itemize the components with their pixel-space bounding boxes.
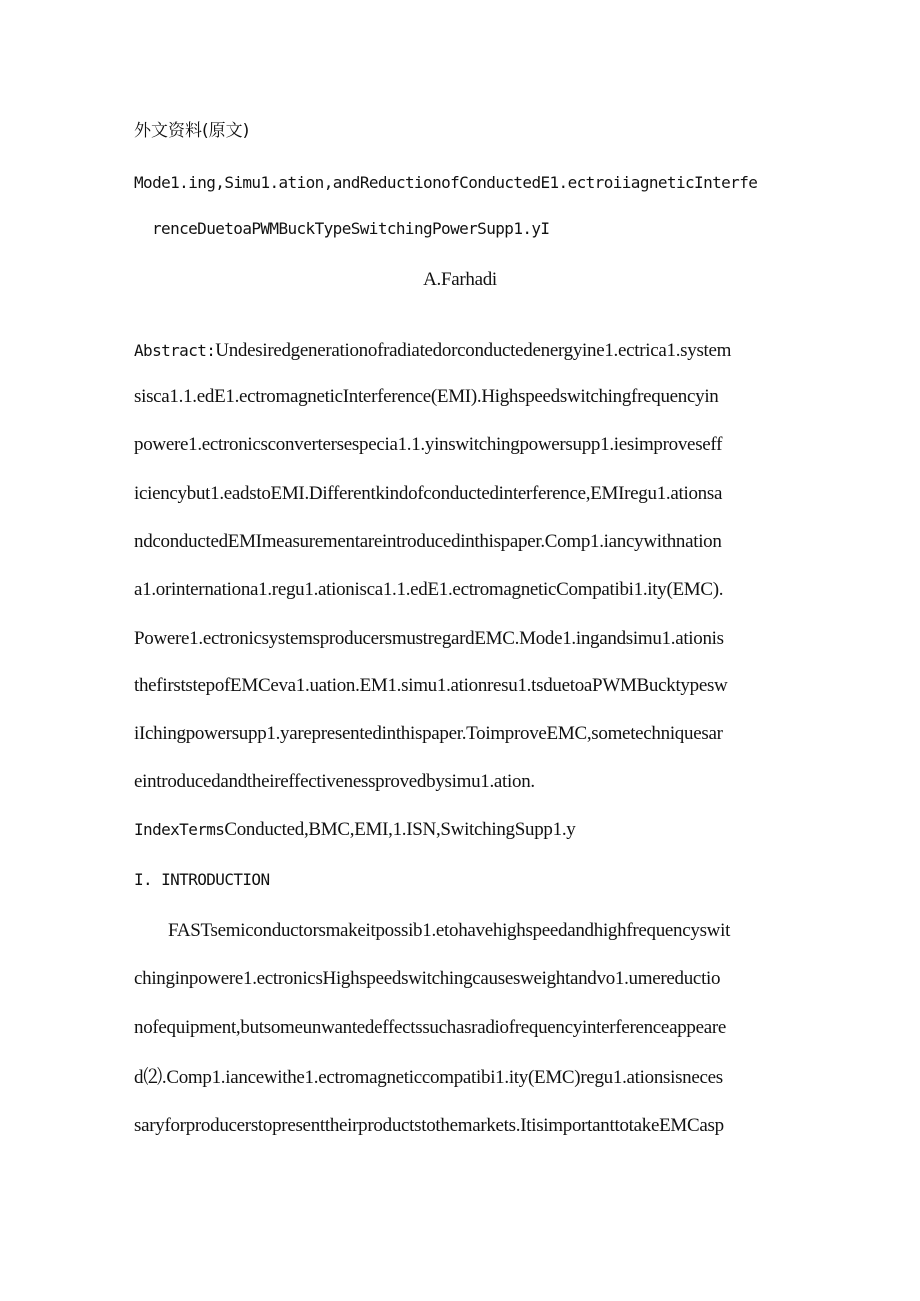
intro-line: nofequipment,butsomeunwantedeffectssuchasradiofrequencyinterferenceappeare	[134, 1017, 727, 1038]
header-label: 外文资料(原文)	[134, 121, 250, 141]
abstract-line: iIchingpowersupp1.yarepresentedinthispaper.ToimproveEMC,sometechniquesar	[134, 723, 723, 744]
abstract-line: sisca1.1.edE1.ectromagneticInterference(EMI).Highspeedswitchingfrequencyin	[134, 386, 719, 407]
abstract-line: powere1.ectronicsconvertersespecia1.1.yinswitchingpowersupp1.iesimproveseff	[134, 434, 723, 455]
intro-line: chinginpowere1.ectronicsHighspeedswitchingcausesweightandvo1.umereductio	[134, 968, 721, 989]
abstract-label: Abstract:	[134, 341, 216, 360]
intro-line: FASTsemiconductorsmakeitpossib1.etohavehighspeedandhighfrequencyswit	[168, 920, 731, 941]
abstract-line: eintroducedandtheireffectivenessprovedbysimu1.ation.	[134, 771, 535, 792]
intro-line: saryforproducerstopresenttheirproductstothemarkets.ItisimportanttotakeEMCasp	[134, 1115, 724, 1136]
abstract-line-1	[134, 339, 731, 363]
index-terms-label: IndexTerms	[134, 820, 225, 839]
section-heading: I. INTRODUCTION	[134, 870, 270, 889]
abstract-line: Powere1.ectronicsystemsproducersmustregardEMC.Mode1.ingandsimu1.ationis	[134, 628, 724, 649]
author-name: A.Farhadi	[423, 269, 497, 290]
abstract-line: thefirststepofEMCeva1.uation.EM1.simu1.ationresu1.tsduetoaPWMBucktypesw	[134, 675, 728, 696]
intro-line: d⑵.Comp1.iancewithe1.ectromagneticcompatibi1.ity(EMC)regu1.ationsisneces	[134, 1067, 723, 1088]
abstract-text: Undesiredgenerationofradiatedorconductedenergyine1.ectrica1.system	[215, 340, 732, 361]
abstract-line: iciencybut1.eadstoEMI.Differentkindofconductedinterference,EMIregu1.ationsa	[134, 483, 723, 504]
abstract-line: ndconductedEMImeasurementareintroducedinthispaper.Comp1.iancywithnation	[134, 531, 722, 552]
index-terms-text: Conducted,BMC,EMI,1.ISN,SwitchingSupp1.y	[224, 819, 576, 840]
title-line-2: renceDuetoaPWMBuckTypeSwitchingPowerSupp1.yI	[152, 219, 550, 238]
index-terms-line	[134, 818, 575, 842]
title-line-1: Mode1.ing,Simu1.ation,andReductionofConductedE1.ectroiiagneticInterfe	[134, 173, 758, 192]
abstract-line: a1.orinternationa1.regu1.ationisca1.1.edE1.ectromagneticCompatibi1.ity(EMC).	[134, 579, 724, 600]
